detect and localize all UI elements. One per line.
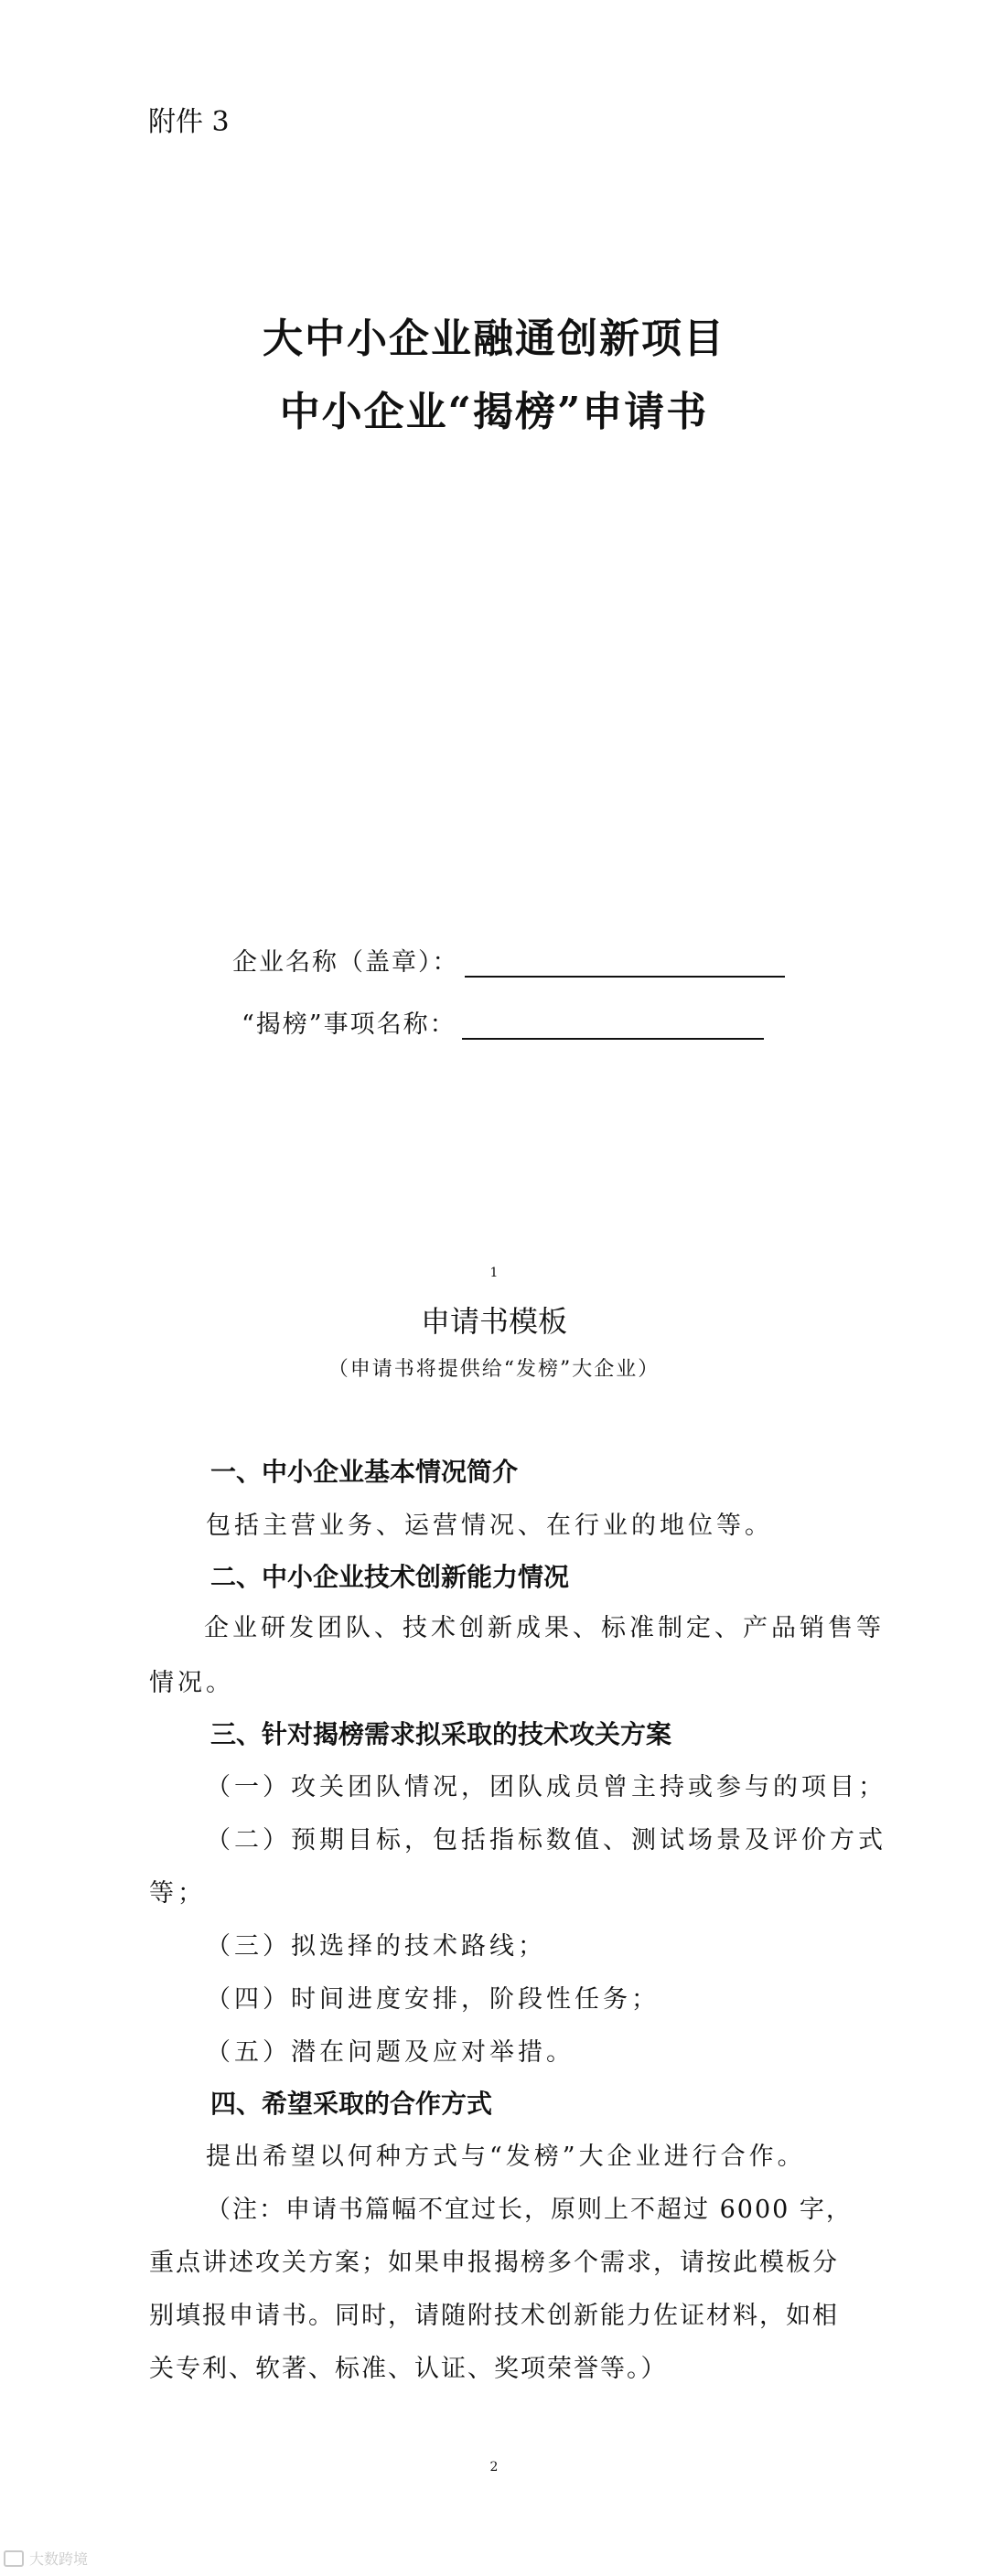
section-paragraph: （四）时间进度安排，阶段性任务； bbox=[206, 1985, 660, 2014]
section-paragraph: 包括主营业务、运营情况、在行业的地位等。 bbox=[206, 1512, 773, 1540]
section-heading: 三、针对揭榜需求拟采取的技术攻关方案 bbox=[210, 1719, 672, 1749]
watermark-text: 大数跨境 bbox=[29, 2550, 89, 2568]
company-name-blank[interactable] bbox=[465, 946, 785, 978]
section-paragraph: （三）拟选择的技术路线； bbox=[206, 1932, 546, 1961]
section-heading: 一、中小企业基本情况简介 bbox=[210, 1457, 519, 1487]
section-heading: 二、中小企业技术创新能力情况 bbox=[210, 1562, 570, 1592]
note-line: （注：申请书篇幅不宜过长，原则上不超过 6000 字， bbox=[206, 2196, 853, 2224]
watermark bbox=[4, 2548, 88, 2569]
note-line: 关专利、软著、标准、认证、奖项荣誉等。） bbox=[149, 2355, 668, 2383]
item-name-label: “揭榜”事项名称： bbox=[242, 1010, 456, 1039]
template-subtitle: （申请书将提供给“发榜”大企业） bbox=[328, 1358, 660, 1381]
attachment-label: 附件 3 bbox=[148, 106, 230, 138]
page-number: 1 bbox=[489, 1266, 499, 1280]
section-paragraph: 企业研发团队、技术创新成果、标准制定、产品销售等 bbox=[204, 1614, 885, 1642]
item-name-field bbox=[242, 1004, 764, 1040]
watermark-logo-icon bbox=[4, 2550, 24, 2567]
section-paragraph: 情况。 bbox=[149, 1669, 234, 1697]
document-title-line2: 中小企业“揭榜”申请书 bbox=[279, 389, 709, 435]
page-number: 2 bbox=[489, 2460, 499, 2474]
section-paragraph: 等； bbox=[149, 1879, 206, 1908]
item-name-blank[interactable] bbox=[462, 1009, 764, 1040]
section-paragraph: 提出希望以何种方式与“发榜”大企业进行合作。 bbox=[206, 2143, 806, 2171]
company-name-label: 企业名称（盖章）： bbox=[232, 948, 459, 977]
section-paragraph: （一）攻关团队情况，团队成员曾主持或参与的项目； bbox=[206, 1773, 886, 1801]
section-paragraph: （五）潜在问题及应对举措。 bbox=[206, 2038, 575, 2067]
company-name-field bbox=[232, 942, 785, 978]
document-title-line1: 大中小企业融通创新项目 bbox=[263, 315, 725, 362]
note-line: 别填报申请书。同时，请随附技术创新能力佐证材料，如相 bbox=[149, 2302, 839, 2330]
section-heading: 四、希望采取的合作方式 bbox=[210, 2089, 493, 2119]
template-title: 申请书模板 bbox=[420, 1304, 567, 1339]
section-paragraph: （二）预期目标，包括指标数值、测试场景及评价方式 bbox=[206, 1826, 886, 1855]
note-line: 重点讲述攻关方案；如果申报揭榜多个需求，请按此模板分 bbox=[149, 2249, 839, 2277]
